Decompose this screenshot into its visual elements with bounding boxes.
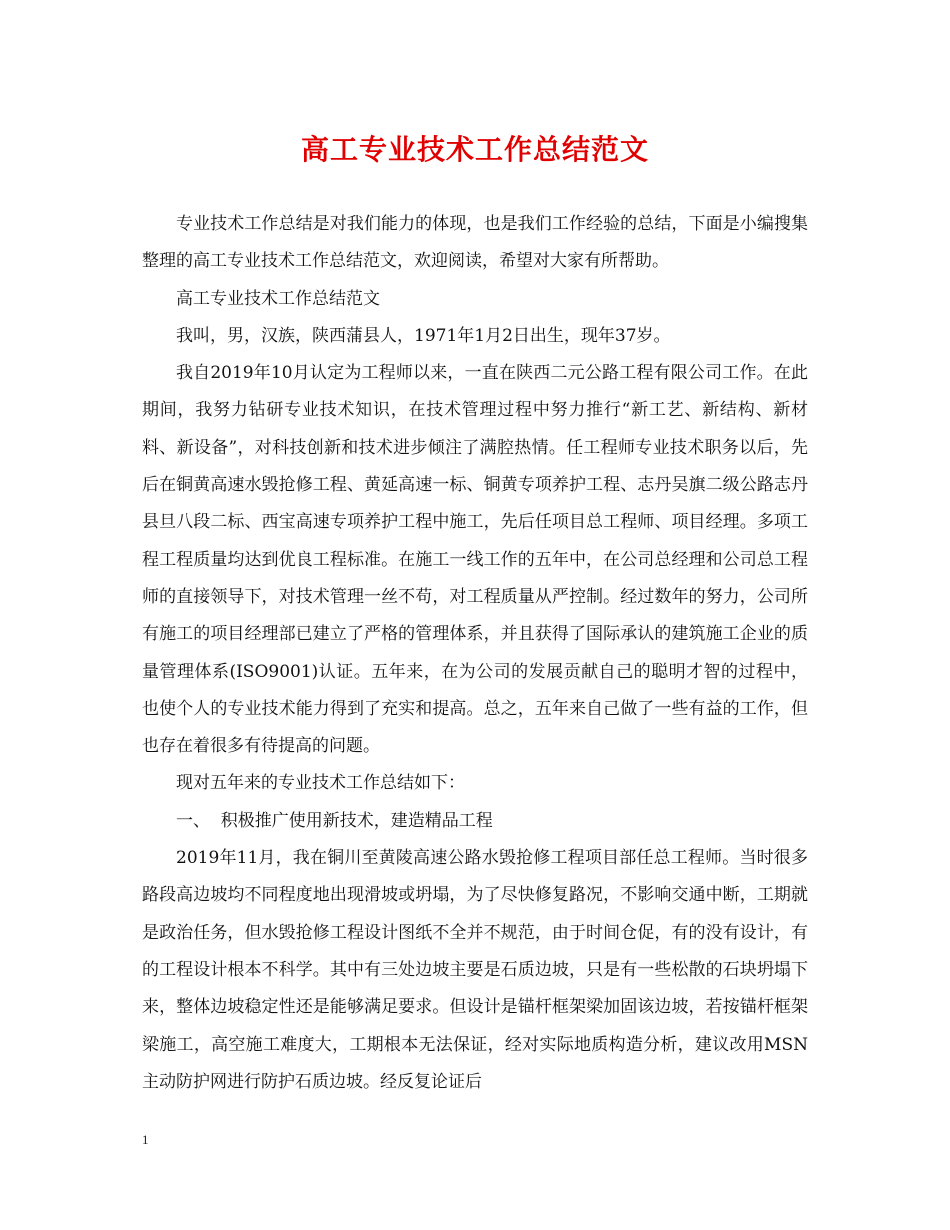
document-title: 高工专业技术工作总结范文 (300, 133, 649, 166)
page-number: 1 (142, 1132, 149, 1147)
paragraph-personal-info: 我叫，男，汉族，陕西蒲县人，1971年1月2日出生，现年37岁。 (176, 325, 671, 346)
document-body (142, 206, 808, 1101)
paragraph-work-history: 我自2019年10月认定为工程师以来，一直在陕西二元公路工程有限公司工作。在此期间，我努力钻研专业技术知识，在技术管理过程中努力推行“新工艺、新结构、新材料、新设备”，对科技创新和技术进步倾注了满腔热情。任工程师专业技术职务以后，先后在铜黄高速水毁抢修工程、黄延高速一标、铜黄专项养护工程、志丹吴旗二级公路志丹县旦八段二标、西宝高速专项养护工程中施工，先后任项目总工程师、项目经理。多项工程工程质量均达到优良工程标准。在施工一线工作的五年中，在公司总经理和公司总工程师的直接领导下，对技术管理一丝不苟，对工程质量从严控制。经过数年的努力，公司所有施工的项目经理部已建立了严格的管理体系，并且获得了国际承认的建筑施工企业的质量管理体系(ISO9001)认证。五年来，在为公司的发展贡献自己的聪明才智的过程中，也使个人的专业技术能力得到了充实和提高。总之，五年来自己做了一些有益的工作，但也存在着很多有待提高的问题。 (142, 363, 808, 757)
section-heading-1: 一、 积极推广使用新技术，建造精品工程 (176, 810, 493, 831)
paragraph-summary-lead: 现对五年来的专业技术工作总结如下： (176, 773, 465, 794)
paragraph-subtitle: 高工专业技术工作总结范文 (176, 288, 380, 309)
paragraph-section-1: 2019年11月，我在铜川至黄陵高速公路水毁抢修工程项目部任总工程师。当时很多路段高边坡均不同程度地出现滑坡或坍塌，为了尽快修复路况，不影响交通中断，工期就是政治任务，但水毁抢修工程设计图纸不全并不规范，由于时间仓促，有的没有设计，有的工程设计根本不科学。其中有三处边坡主要是石质边坡，只是有一些松散的石块坍塌下来，整体边坡稳定性还是能够满足要求。但设计是锚杆框架梁加固该边坡，若按锚杆框架梁施工，高空施工难度大，工期根本无法保证，经对实际地质构造分析，建议改用MSN主动防护网进行防护石质边坡。经反复论证后 (142, 848, 808, 1092)
paragraph-intro: 专业技术工作总结是对我们能力的体现，也是我们工作经验的总结，下面是小编搜集整理的高工专业技术工作总结范文，欢迎阅读，希望对大家有所帮助。 (142, 214, 808, 272)
